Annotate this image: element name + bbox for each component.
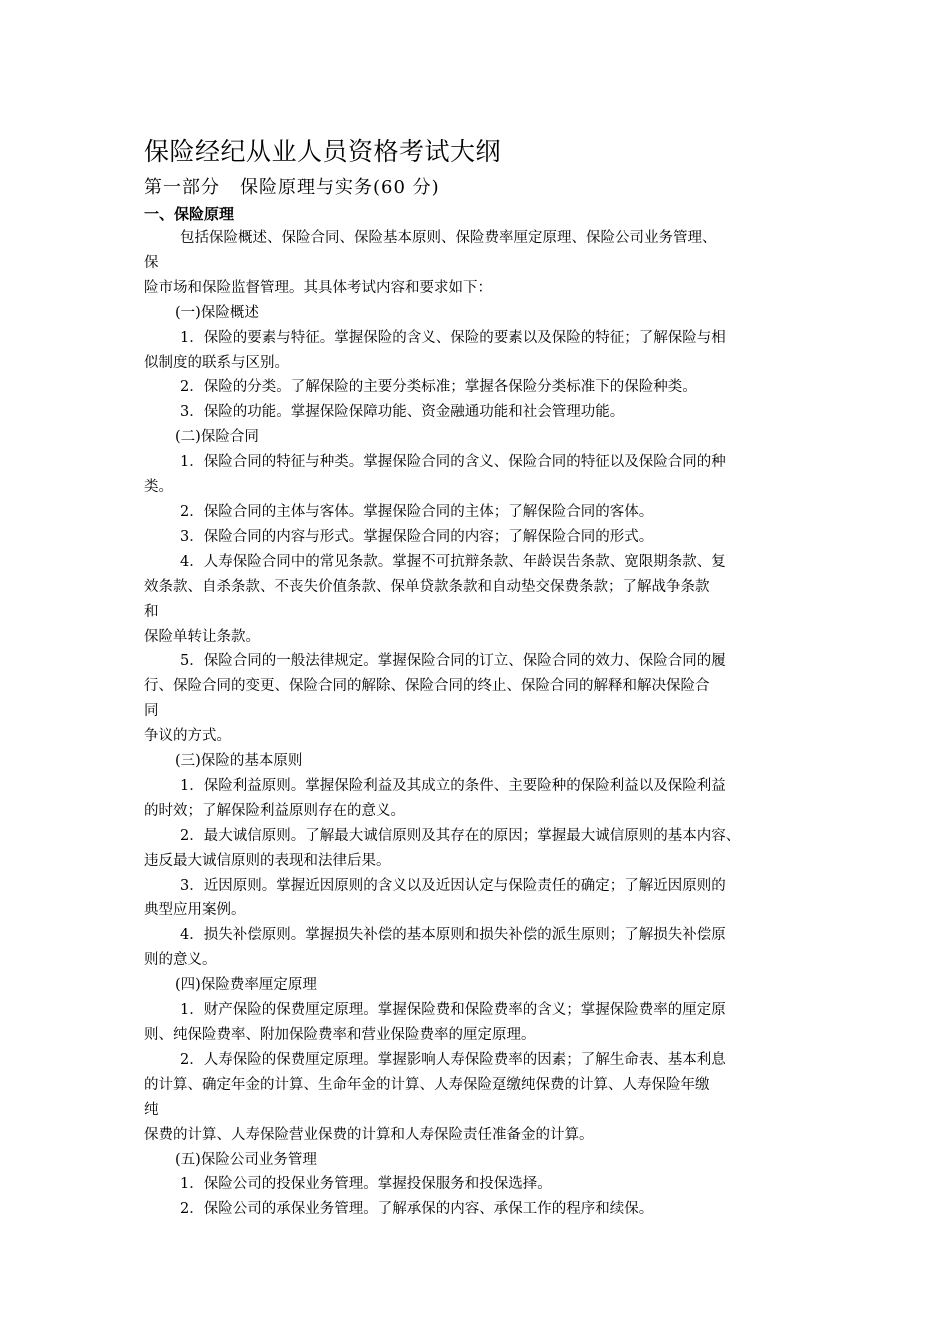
text-line: 1．保险合同的特征与种类。掌握保险合同的含义、保险合同的特征以及保险合同的种 bbox=[180, 454, 726, 471]
text-line: 则的意义。 bbox=[144, 952, 217, 969]
text-line: 2．最大诚信原则。了解最大诚信原则及其存在的原因；掌握最大诚信原则的基本内容、 bbox=[180, 827, 741, 844]
text-line: 4．损失补偿原则。掌握损失补偿的基本原则和损失补偿的派生原则；了解损失补偿原 bbox=[180, 927, 726, 944]
text-line: 争议的方式。 bbox=[144, 728, 231, 745]
text-line: (一)保险概述 bbox=[175, 304, 259, 321]
text-line: 违反最大诚信原则的表现和法律后果。 bbox=[144, 852, 391, 869]
text-line: 2．保险合同的主体与客体。掌握保险合同的主体；了解保险合同的客体。 bbox=[180, 503, 654, 520]
text-line: 3．保险合同的内容与形式。掌握保险合同的内容；了解保险合同的形式。 bbox=[180, 528, 654, 545]
text-line: 险市场和保险监督管理。其具体考试内容和要求如下： bbox=[144, 279, 492, 296]
text-line: 保 bbox=[144, 254, 159, 271]
text-line: 保险单转让条款。 bbox=[144, 628, 260, 645]
document-page bbox=[144, 134, 824, 1222]
text-line: 则、纯保险费率、附加保险费率和营业保险费率的厘定原理。 bbox=[144, 1027, 536, 1043]
text-line: 纯 bbox=[144, 1101, 159, 1118]
text-line: 似制度的联系与区别。 bbox=[144, 354, 289, 371]
text-line: 效条款、自杀条款、不丧失价值条款、保单贷款条款和自动垫交保费条款；了解战争条款 bbox=[144, 578, 710, 595]
text-line: 1．财产保险的保费厘定原理。掌握保险费和保险费率的含义；掌握保险费率的厘定原 bbox=[180, 1002, 726, 1019]
section-heading: 一、保险原理 bbox=[144, 205, 235, 223]
document-body bbox=[144, 226, 824, 1222]
text-line: 3．近因原则。掌握近因原则的含义以及近因认定与保险责任的确定；了解近因原则的 bbox=[180, 877, 726, 894]
part-label: 第一部分 bbox=[144, 177, 220, 198]
text-line: 2．保险公司的承保业务管理。了解承保的内容、承保工作的程序和续保。 bbox=[180, 1201, 654, 1218]
text-line: 2．人寿保险的保费厘定原理。掌握影响人寿保险费率的因素；了解生命表、基本利息 bbox=[180, 1051, 726, 1068]
document-title: 保险经纪从业人员资格考试大纲 bbox=[144, 137, 502, 166]
text-line: 包括保险概述、保险合同、保险基本原则、保险费率厘定原理、保险公司业务管理、 bbox=[180, 230, 717, 246]
part-heading bbox=[144, 174, 824, 202]
text-line: 典型应用案例。 bbox=[144, 902, 246, 919]
text-line: 行、保险合同的变更、保险合同的解除、保险合同的终止、保险合同的解释和解决保险合 bbox=[144, 678, 710, 695]
part-name: 保险原理与实务(60 分) bbox=[240, 177, 440, 198]
text-line: 3．保险的功能。掌握保险保障功能、资金融通功能和社会管理功能。 bbox=[180, 404, 625, 421]
text-line: (四)保险费率厘定原理 bbox=[175, 977, 317, 994]
text-line: 和 bbox=[144, 603, 159, 620]
text-line: 保费的计算、人寿保险营业保费的计算和人寿保险责任准备金的计算。 bbox=[144, 1126, 594, 1143]
text-line: 5．保险合同的一般法律规定。掌握保险合同的订立、保险合同的效力、保险合同的履 bbox=[180, 653, 726, 670]
text-line: 类。 bbox=[144, 479, 173, 496]
text-line: 的计算、确定年金的计算、生命年金的计算、人寿保险趸缴纯保费的计算、人寿保险年缴 bbox=[144, 1076, 710, 1093]
text-line: 2．保险的分类。了解保险的主要分类标准；掌握各保险分类标准下的保险种类。 bbox=[180, 379, 697, 396]
text-line: (三)保险的基本原则 bbox=[175, 753, 303, 770]
text-line: (五)保险公司业务管理 bbox=[175, 1151, 317, 1168]
text-line: 1．保险利益原则。掌握保险利益及其成立的条件、主要险种的保险利益以及保险利益 bbox=[180, 777, 726, 794]
text-line: 1．保险的要素与特征。掌握保险的含义、保险的要素以及保险的特征；了解保险与相 bbox=[180, 329, 726, 346]
text-line: 同 bbox=[144, 703, 159, 720]
text-line: (二)保险合同 bbox=[175, 429, 259, 446]
text-line: 4．人寿保险合同中的常见条款。掌握不可抗辩条款、年龄误告条款、宽限期条款、复 bbox=[180, 553, 726, 570]
text-line: 的时效；了解保险利益原则存在的意义。 bbox=[144, 802, 405, 819]
text-line: 1．保险公司的投保业务管理。掌握投保服务和投保选择。 bbox=[180, 1176, 552, 1193]
